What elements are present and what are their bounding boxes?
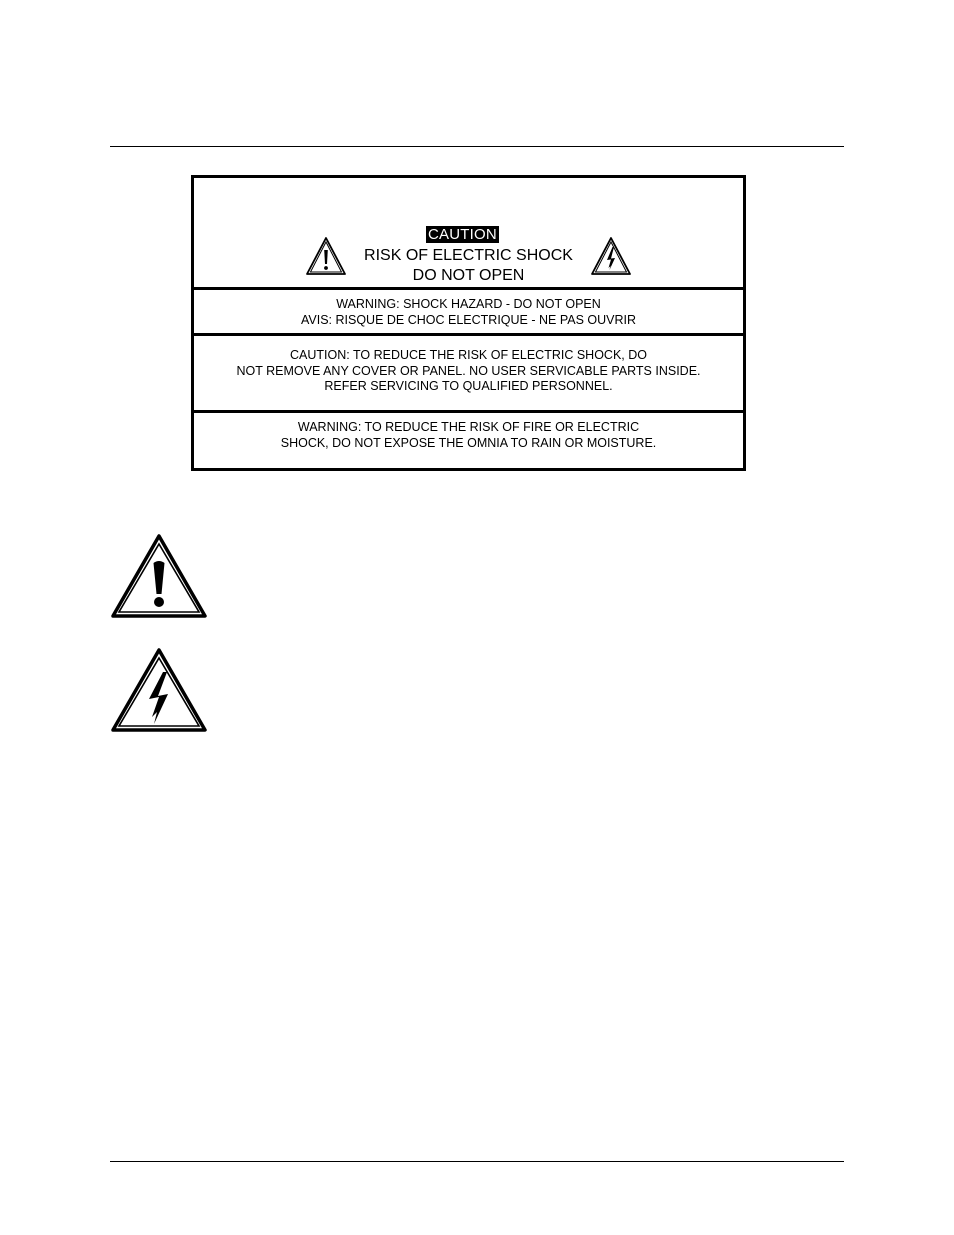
caution-line-1: CAUTION: TO REDUCE THE RISK OF ELECTRIC SHOCK, DO [290, 348, 647, 362]
caution-line-3: REFER SERVICING TO QUALIFIED PERSONNEL. [324, 379, 613, 393]
shock-hazard-line-2: AVIS: RISQUE DE CHOC ELECTRIQUE - NE PAS OUVRIR [300, 312, 636, 327]
caution-badge: CAUTION [428, 226, 497, 243]
shock-hazard-line-1: WARNING: SHOCK HAZARD - DO NOT OPEN [336, 297, 601, 311]
bottom-rule [110, 1161, 844, 1162]
fire-warning-line-2: SHOCK, DO NOT EXPOSE THE OMNIA TO RAIN OR MOISTURE. [280, 435, 657, 450]
fire-warning-line-1: WARNING: TO REDUCE THE RISK OF FIRE OR ELECTRIC [297, 420, 640, 434]
lightning-triangle-icon [590, 236, 632, 276]
exclamation-triangle-icon [110, 533, 208, 619]
safety-label [191, 175, 746, 471]
lightning-triangle-icon [110, 647, 208, 733]
shock-hazard-section [194, 290, 743, 336]
fire-warning-section [194, 413, 743, 468]
do-not-open-text: DO NOT OPEN [412, 267, 525, 284]
label-header [194, 178, 743, 290]
top-rule [110, 146, 844, 147]
risk-of-shock-text: RISK OF ELECTRIC SHOCK [364, 247, 573, 264]
caution-section [194, 336, 743, 413]
caution-line-2: NOT REMOVE ANY COVER OR PANEL. NO USER SERVICABLE PARTS INSIDE. [236, 363, 701, 378]
